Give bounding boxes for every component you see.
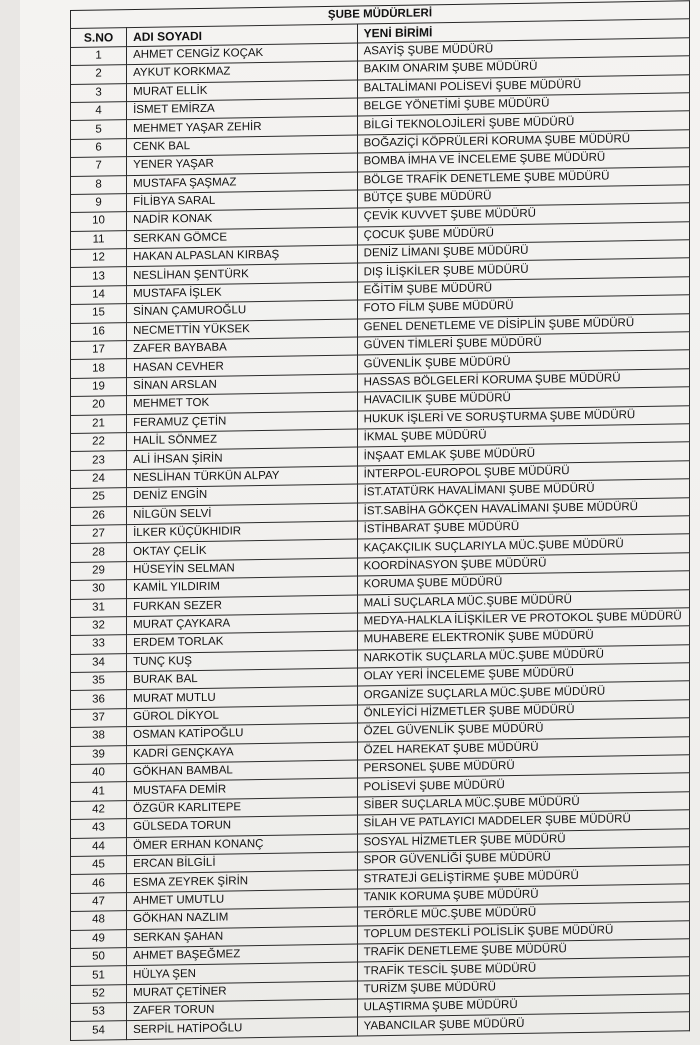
- person-name: MURAT ELLİK: [127, 80, 358, 102]
- row-number: 20: [71, 396, 127, 415]
- row-number: 22: [71, 433, 127, 452]
- unit-name: DIŞ İLİŞKİLER ŞUBE MÜDÜRÜ: [357, 258, 689, 282]
- unit-name: ÇEVİK KUVVET ŞUBE MÜDÜRÜ: [357, 203, 689, 227]
- person-name: MUSTAFA ŞAŞMAZ: [127, 172, 358, 194]
- person-name: ALİ İHSAN ŞİRİN: [127, 447, 358, 469]
- person-name: ZAFER BAYBABA: [127, 337, 358, 359]
- unit-name: BÜTÇE ŞUBE MÜDÜRÜ: [357, 185, 689, 209]
- row-number: 35: [71, 672, 127, 691]
- row-number: 41: [71, 782, 127, 801]
- person-name: ERDEM TORLAK: [127, 631, 358, 653]
- person-name: ESMA ZEYREK ŞİRİN: [127, 870, 358, 892]
- row-number: 15: [71, 304, 127, 323]
- person-name: FURKAN SEZER: [127, 594, 358, 616]
- row-number: 16: [71, 322, 127, 341]
- person-name: GÜROL DİKYOL: [127, 705, 358, 727]
- person-name: TUNÇ KUŞ: [127, 650, 358, 672]
- unit-name: KOORDİNASYON ŞUBE MÜDÜRÜ: [357, 552, 689, 576]
- unit-name: ÖNLEYİCİ HİZMETLER ŞUBE MÜDÜRÜ: [357, 700, 689, 724]
- person-name: GÖKHAN NAZLIM: [127, 907, 358, 929]
- unit-name: TRAFİK DENETLEME ŞUBE MÜDÜRÜ: [357, 939, 689, 963]
- person-name: GÖKHAN BAMBAL: [127, 760, 358, 782]
- person-name: MURAT ÇAYKARA: [127, 613, 358, 635]
- unit-name: ÖZEL GÜVENLİK ŞUBE MÜDÜRÜ: [357, 718, 689, 742]
- person-name: HÜLYA ŞEN: [127, 962, 358, 984]
- unit-name: İST.ATATÜRK HAVALİMANI ŞUBE MÜDÜRÜ: [357, 479, 689, 503]
- person-name: SERKAN ŞAHAN: [127, 926, 358, 948]
- person-name: FERAMUZ ÇETİN: [127, 411, 358, 433]
- row-number: 49: [71, 929, 127, 948]
- unit-name: GÜVEN TİMLERİ ŞUBE MÜDÜRÜ: [357, 332, 689, 356]
- row-number: 26: [71, 506, 127, 525]
- person-name: AHMET CENGİZ KOÇAK: [127, 43, 358, 65]
- person-name: DENİZ ENGİN: [127, 484, 358, 506]
- unit-name: GÜVENLİK ŞUBE MÜDÜRÜ: [357, 350, 689, 374]
- row-number: 28: [71, 543, 127, 562]
- person-name: FİLİBYA SARAL: [127, 190, 358, 212]
- unit-name: BİLGİ TEKNOLOJİLERİ ŞUBE MÜDÜRÜ: [357, 111, 689, 135]
- row-number: 30: [71, 580, 127, 599]
- row-number: 29: [71, 561, 127, 580]
- unit-name: TURİZM ŞUBE MÜDÜRÜ: [357, 975, 689, 999]
- row-number: 11: [71, 230, 127, 249]
- person-name: KAMİL YILDIRIM: [127, 576, 358, 598]
- person-name: SERPİL HATİPOĞLU: [127, 1017, 358, 1039]
- row-number: 36: [71, 690, 127, 709]
- person-name: MUSTAFA DEMİR: [127, 778, 358, 800]
- person-name: HÜSEYİN SELMAN: [127, 558, 358, 580]
- unit-name: GENEL DENETLEME VE DİSİPLİN ŞUBE MÜDÜRÜ: [357, 313, 689, 337]
- unit-name: OLAY YERİ İNCELEME ŞUBE MÜDÜRÜ: [357, 663, 689, 687]
- row-number: 6: [71, 138, 127, 157]
- row-number: 7: [71, 157, 127, 176]
- row-number: 25: [71, 488, 127, 507]
- column-header-no: S.NO: [71, 28, 127, 47]
- person-name: SİNAN ÇAMUROĞLU: [127, 300, 358, 322]
- row-number: 42: [71, 800, 127, 819]
- row-number: 43: [71, 819, 127, 838]
- unit-name: BÖLGE TRAFİK DENETLEME ŞUBE MÜDÜRÜ: [357, 166, 689, 190]
- person-name: NESLİHAN ŞENTÜRK: [127, 263, 358, 285]
- row-number: 17: [71, 341, 127, 360]
- unit-name: HASSAS BÖLGELERİ KORUMA ŞUBE MÜDÜRÜ: [357, 369, 689, 393]
- person-name: KADRİ GENÇKAYA: [127, 742, 358, 764]
- person-name: BURAK BAL: [127, 668, 358, 690]
- row-number: 32: [71, 617, 127, 636]
- personnel-table: [70, 0, 690, 1041]
- unit-name: İSTİHBARAT ŞUBE MÜDÜRÜ: [357, 516, 689, 540]
- unit-name: İKMAL ŞUBE MÜDÜRÜ: [357, 424, 689, 448]
- row-number: 48: [71, 911, 127, 930]
- row-number: 34: [71, 653, 127, 672]
- person-name: YENER YAŞAR: [127, 153, 358, 175]
- person-name: HAKAN ALPASLAN KIRBAŞ: [127, 245, 358, 267]
- unit-name: ASAYİŞ ŞUBE MÜDÜRÜ: [357, 38, 689, 62]
- person-name: MEHMET YAŞAR ZEHİR: [127, 116, 358, 138]
- row-number: 19: [71, 377, 127, 396]
- person-name: NESLİHAN TÜRKÜN ALPAY: [127, 466, 358, 488]
- row-number: 44: [71, 837, 127, 856]
- person-name: AHMET BAŞEĞMEZ: [127, 944, 358, 966]
- person-name: AHMET UMUTLU: [127, 889, 358, 911]
- unit-name: SİBER SUÇLARLA MÜC.ŞUBE MÜDÜRÜ: [357, 792, 689, 816]
- row-number: 14: [71, 285, 127, 304]
- unit-name: NARKOTİK SUÇLARLA MÜC.ŞUBE MÜDÜRÜ: [357, 644, 689, 668]
- row-number: 38: [71, 727, 127, 746]
- person-name: SİNAN ARSLAN: [127, 374, 358, 396]
- row-number: 52: [71, 984, 127, 1003]
- row-number: 27: [71, 525, 127, 544]
- row-number: 33: [71, 635, 127, 654]
- unit-name: BELGE YÖNETİMİ ŞUBE MÜDÜRÜ: [357, 93, 689, 117]
- unit-name: FOTO FİLM ŞUBE MÜDÜRÜ: [357, 295, 689, 319]
- row-number: 24: [71, 469, 127, 488]
- unit-name: İNŞAAT EMLAK ŞUBE MÜDÜRÜ: [357, 442, 689, 466]
- person-name: HASAN CEVHER: [127, 355, 358, 377]
- person-name: İSMET EMİRZA: [127, 98, 358, 120]
- unit-name: MUHABERE ELEKTRONİK ŞUBE MÜDÜRÜ: [357, 626, 689, 650]
- column-header-unit: YENİ BİRİMİ: [357, 19, 689, 43]
- unit-name: KAÇAKÇILIK SUÇLARIYLA MÜC.ŞUBE MÜDÜRÜ: [357, 534, 689, 558]
- row-number: 46: [71, 874, 127, 893]
- row-number: 18: [71, 359, 127, 378]
- person-name: CENK BAL: [127, 135, 358, 157]
- person-name: OSMAN KATİPOĞLU: [127, 723, 358, 745]
- person-name: MURAT ÇETİNER: [127, 981, 358, 1003]
- unit-name: ORGANİZE SUÇLARLA MÜC.ŞUBE MÜDÜRÜ: [357, 681, 689, 705]
- table-body: [71, 1, 690, 1041]
- unit-name: MALİ SUÇLARLA MÜC.ŞUBE MÜDÜRÜ: [357, 589, 689, 613]
- person-name: ÖZGÜR KARLITEPE: [127, 797, 358, 819]
- person-name: MUSTAFA İŞLEK: [127, 282, 358, 304]
- unit-name: HAVACILIK ŞUBE MÜDÜRÜ: [357, 387, 689, 411]
- row-number: 47: [71, 892, 127, 911]
- unit-name: EĞİTİM ŞUBE MÜDÜRÜ: [357, 277, 689, 301]
- unit-name: KORUMA ŞUBE MÜDÜRÜ: [357, 571, 689, 595]
- person-name: NECMETTİN YÜKSEK: [127, 319, 358, 341]
- person-name: ZAFER TORUN: [127, 999, 358, 1021]
- person-name: ERCAN BİLGİLİ: [127, 852, 358, 874]
- unit-name: İST.SABİHA GÖKÇEN HAVALİMANI ŞUBE MÜDÜRÜ: [357, 497, 689, 521]
- column-header-name: ADI SOYADI: [127, 24, 358, 46]
- unit-name: TRAFİK TESCİL ŞUBE MÜDÜRÜ: [357, 957, 689, 981]
- row-number: 37: [71, 708, 127, 727]
- row-number: 50: [71, 948, 127, 967]
- unit-name: BOĞAZİÇİ KÖPRÜLERİ KORUMA ŞUBE MÜDÜRÜ: [357, 130, 689, 154]
- row-number: 23: [71, 451, 127, 470]
- person-name: MURAT MUTLU: [127, 686, 358, 708]
- unit-name: İNTERPOL-EUROPOL ŞUBE MÜDÜRÜ: [357, 461, 689, 485]
- row-number: 4: [71, 102, 127, 121]
- unit-name: TANIK KORUMA ŞUBE MÜDÜRÜ: [357, 884, 689, 908]
- row-number: 54: [71, 1021, 127, 1040]
- row-number: 45: [71, 856, 127, 875]
- unit-name: BOMBA İMHA VE İNCELEME ŞUBE MÜDÜRÜ: [357, 148, 689, 172]
- unit-name: POLİSEVİ ŞUBE MÜDÜRÜ: [357, 773, 689, 797]
- unit-name: DENİZ LİMANI ŞUBE MÜDÜRÜ: [357, 240, 689, 264]
- row-number: 51: [71, 966, 127, 985]
- unit-name: TOPLUM DESTEKLİ POLİSLİK ŞUBE MÜDÜRÜ: [357, 920, 689, 944]
- row-number: 12: [71, 249, 127, 268]
- row-number: 9: [71, 194, 127, 213]
- person-name: OKTAY ÇELİK: [127, 539, 358, 561]
- document-body: [70, 0, 690, 1041]
- row-number: 21: [71, 414, 127, 433]
- row-number: 3: [71, 83, 127, 102]
- row-number: 2: [71, 65, 127, 84]
- person-name: NİLGÜN SELVİ: [127, 503, 358, 525]
- row-number: 13: [71, 267, 127, 286]
- unit-name: MEDYA-HALKLA İLİŞKİLER VE PROTOKOL ŞUBE MÜDÜRÜ: [357, 608, 689, 632]
- document-title: ŞUBE MÜDÜRLERİ: [71, 1, 690, 29]
- unit-name: TERÖRLE MÜC.ŞUBE MÜDÜRÜ: [357, 902, 689, 926]
- unit-name: ULAŞTIRMA ŞUBE MÜDÜRÜ: [357, 994, 689, 1018]
- unit-name: ÖZEL HAREKAT ŞUBE MÜDÜRÜ: [357, 736, 689, 760]
- unit-name: SOSYAL HİZMETLER ŞUBE MÜDÜRÜ: [357, 828, 689, 852]
- unit-name: SPOR GÜVENLİĞİ ŞUBE MÜDÜRÜ: [357, 847, 689, 871]
- unit-name: HUKUK İŞLERİ VE SORUŞTURMA ŞUBE MÜDÜRÜ: [357, 405, 689, 429]
- row-number: 31: [71, 598, 127, 617]
- row-number: 53: [71, 1003, 127, 1022]
- unit-name: ÇOCUK ŞUBE MÜDÜRÜ: [357, 221, 689, 245]
- person-name: GÜLSEDA TORUN: [127, 815, 358, 837]
- row-number: 8: [71, 175, 127, 194]
- unit-name: BALTALİMANI POLİSEVİ ŞUBE MÜDÜRÜ: [357, 74, 689, 98]
- unit-name: BAKIM ONARIM ŞUBE MÜDÜRÜ: [357, 56, 689, 80]
- row-number: 39: [71, 745, 127, 764]
- person-name: ÖMER ERHAN KONANÇ: [127, 834, 358, 856]
- person-name: MEHMET TOK: [127, 392, 358, 414]
- unit-name: YABANCILAR ŞUBE MÜDÜRÜ: [357, 1012, 689, 1036]
- row-number: 5: [71, 120, 127, 139]
- unit-name: STRATEJİ GELİŞTİRME ŞUBE MÜDÜRÜ: [357, 865, 689, 889]
- person-name: NADİR KONAK: [127, 208, 358, 230]
- row-number: 10: [71, 212, 127, 231]
- row-number: 1: [71, 46, 127, 65]
- unit-name: SİLAH VE PATLAYICI MADDELER ŞUBE MÜDÜRÜ: [357, 810, 689, 834]
- person-name: SERKAN GÖMCE: [127, 227, 358, 249]
- person-name: HALİL SÖNMEZ: [127, 429, 358, 451]
- paper-sheet: [20, 0, 700, 1045]
- row-number: 40: [71, 764, 127, 783]
- person-name: AYKUT KORKMAZ: [127, 61, 358, 83]
- person-name: İLKER KÜÇÜKHIDIR: [127, 521, 358, 543]
- unit-name: PERSONEL ŞUBE MÜDÜRÜ: [357, 755, 689, 779]
